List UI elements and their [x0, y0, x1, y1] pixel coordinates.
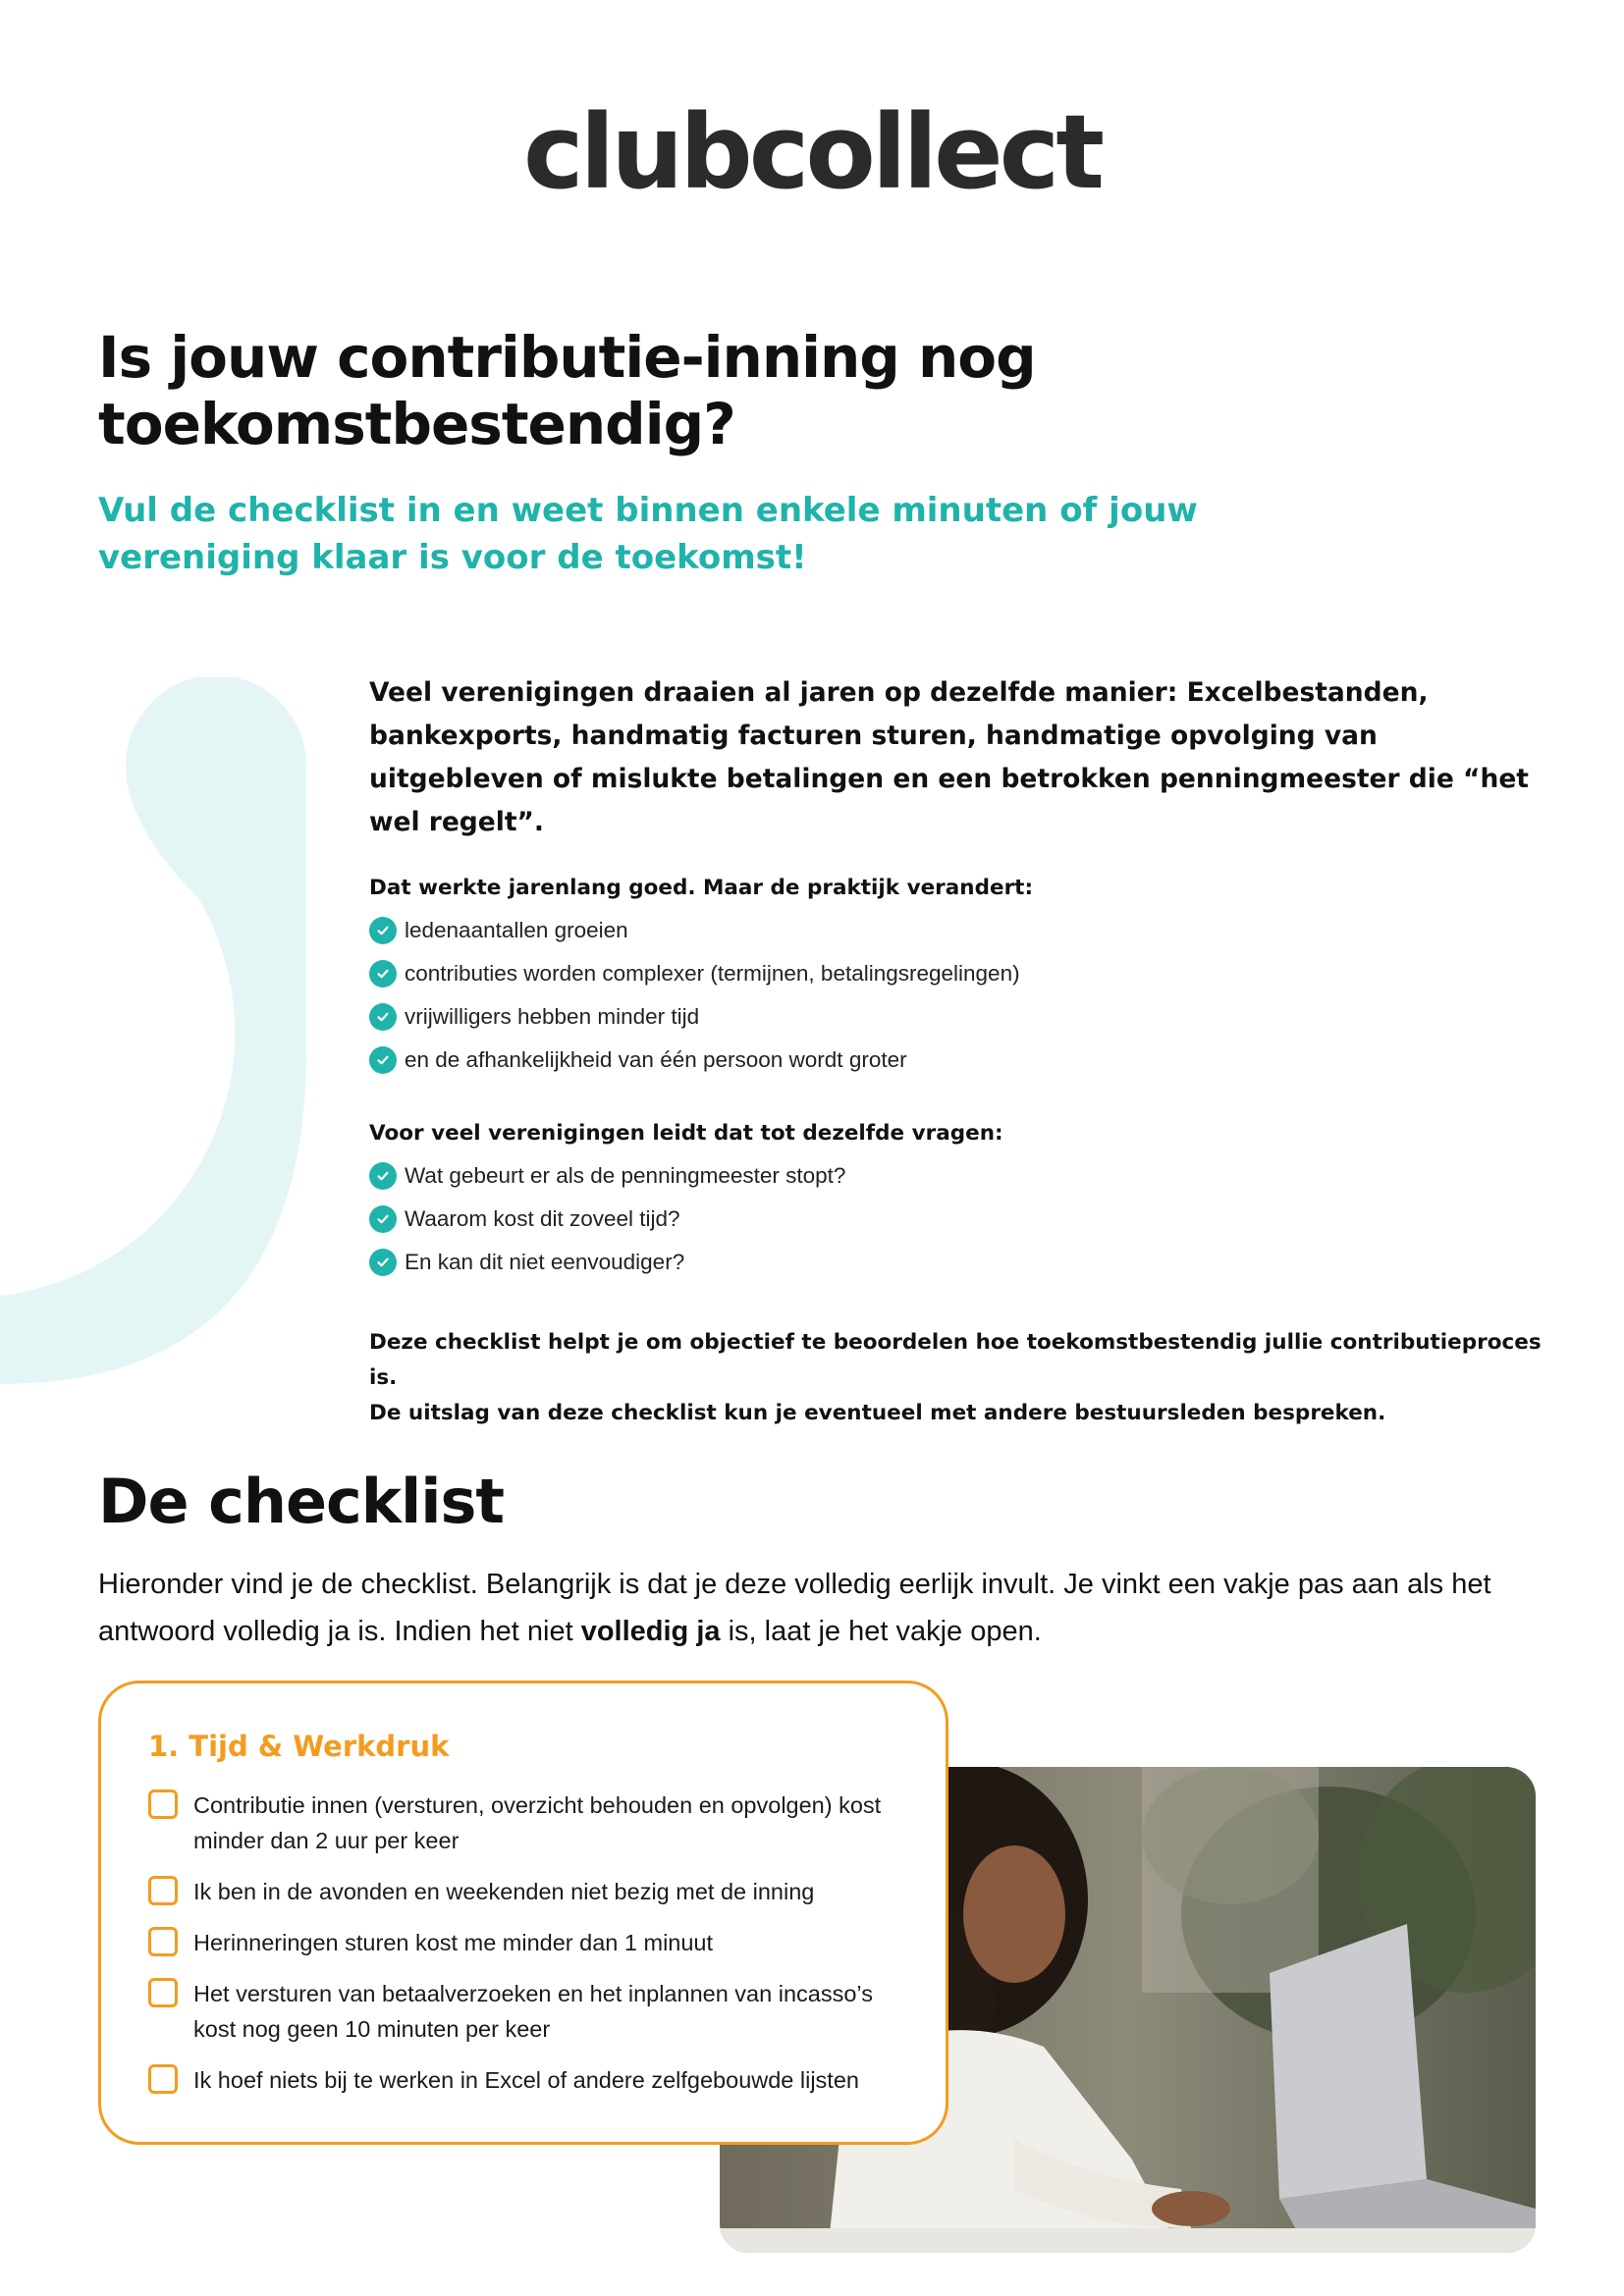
checklist-item-text: Ik ben in de avonden en weekenden niet bezig met de inning — [193, 1879, 815, 1904]
checklist-intro-text: Hieronder vind je de checklist. Belangrijk is dat je deze volledig eerlijk invult. Je vinkt een vakje pas aan als het antwoord volledig ja is. Indien het niet — [98, 1569, 1491, 1647]
changes-list — [369, 909, 1547, 1082]
checklist-item-text: Ik hoef niets bij te werken in Excel of andere zelfgebouwde lijsten — [193, 2067, 859, 2093]
list-item-text: En kan dit niet eenvoudiger? — [405, 1250, 685, 1274]
page-subtitle: Vul de checklist in en weet binnen enkele minuten of jouw vereniging klaar is voor de toekomst! — [98, 491, 1198, 577]
checklist-intro — [98, 1561, 1551, 1655]
checklist-item — [148, 2062, 902, 2098]
list-item-text: vrijwilligers hebben minder tijd — [405, 1004, 700, 1029]
checklist-item — [148, 1788, 902, 1858]
checklist-intro-tail: is, laat je het vakje open. — [720, 1616, 1042, 1647]
checkmark-icon — [369, 960, 397, 988]
changes-heading: Dat werkte jarenlang goed. Maar de praktijk verandert: — [369, 876, 1034, 900]
checkmark-icon — [369, 1003, 397, 1031]
checkmark-icon — [369, 1249, 397, 1276]
checkmark-icon — [369, 1205, 397, 1233]
checkbox[interactable] — [148, 2064, 178, 2094]
checklist-item-text: Contributie innen (versturen, overzicht behouden en opvolgen) kost minder dan 2 uur per keer — [193, 1792, 882, 1853]
card-title: 1. Tijd & Werkdruk — [148, 1730, 450, 1763]
checklist-card — [98, 1681, 948, 2145]
logo-text: clubcollect — [522, 92, 1102, 212]
list-item-text: ledenaantallen groeien — [405, 918, 628, 942]
closing-text-1: Deze checklist helpt je om objectief te beoordelen hoe toekomstbestendig jullie contributieproces is. — [369, 1330, 1542, 1390]
checkmark-icon — [369, 1162, 397, 1190]
checklist-item-text: Herinneringen sturen kost me minder dan 1 minuut — [193, 1930, 714, 1955]
checklist-item — [148, 1976, 902, 2047]
checkbox[interactable] — [148, 1789, 178, 1819]
checklist-item-text: Het versturen van betaalverzoeken en het inplannen van incasso’s kost nog geen 10 minuten per keer — [193, 1981, 873, 2042]
clubcollect-logo — [0, 92, 1624, 212]
checkbox[interactable] — [148, 1876, 178, 1905]
list-item — [369, 1154, 1547, 1198]
decorative-shape — [0, 677, 314, 1384]
list-item — [369, 1241, 1547, 1284]
checkmark-icon — [369, 1046, 397, 1074]
list-item-text: contributies worden complexer (termijnen, betalingsregelingen) — [405, 961, 1020, 986]
page-title: Is jouw contributie-inning nog toekomstbestendig? — [98, 324, 1036, 457]
checkbox[interactable] — [148, 1927, 178, 1956]
list-item — [369, 1039, 1547, 1082]
list-item — [369, 1198, 1547, 1241]
questions-heading: Voor veel verenigingen leidt dat tot dezelfde vragen: — [369, 1121, 1003, 1146]
checklist-item — [148, 1874, 902, 1909]
checklist-item — [148, 1925, 902, 1960]
intro-section — [369, 671, 1547, 1431]
checkbox[interactable] — [148, 1978, 178, 2007]
list-item-text: en de afhankelijkheid van één persoon wordt groter — [405, 1047, 907, 1072]
list-item — [369, 952, 1547, 995]
questions-list — [369, 1154, 1547, 1284]
checklist-title: De checklist — [98, 1466, 505, 1537]
list-item-text: Waarom kost dit zoveel tijd? — [405, 1206, 680, 1231]
intro-lead: Veel verenigingen draaien al jaren op dezelfde manier: Excelbestanden, bankexports, handmatig facturen sturen, handmatige opvolging van uitgebleven of mislukte betalingen en een betrokken penningmeester die “het wel regelt”. — [369, 677, 1529, 837]
checklist-intro-bold: volledig ja — [580, 1616, 721, 1647]
list-item-text: Wat gebeurt er als de penningmeester stopt? — [405, 1163, 846, 1188]
checkmark-icon — [369, 917, 397, 944]
closing-text-2: De uitslag van deze checklist kun je eventueel met andere bestuursleden bespreken. — [369, 1401, 1386, 1425]
list-item — [369, 909, 1547, 952]
card-checklist — [148, 1788, 902, 2098]
list-item — [369, 995, 1547, 1039]
